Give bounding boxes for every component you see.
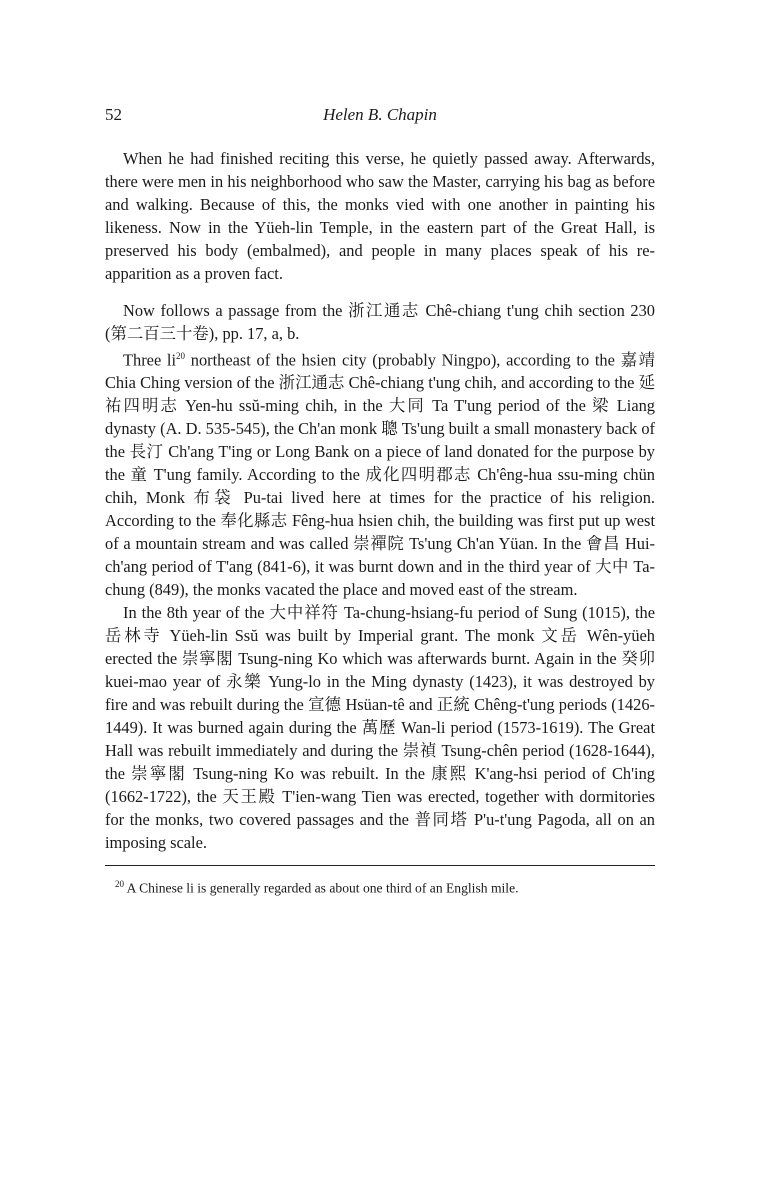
paragraph-2: Now follows a passage from the 浙江通志 Chê-chiang t'ung chih section 230 (第二百三十卷), pp. 17, a, b. [105,301,655,343]
running-head: Helen B. Chapin [323,105,437,124]
footnote-text: A Chinese li is generally regarded as about one third of an English mile. [124,881,519,896]
paragraph-3-rest: northeast of the hsien city (probably Ningpo), according to the 嘉靖 Chia Ching version of the 浙江通志 Chê-chiang t'ung chih, and according to the 延祐四明志 Yen-hu ssŭ-ming chih, in the 大同 Ta T'ung period of the 梁 Liang dynasty (A. D. 535-545), the Ch'an monk 聰 Ts'ung built a small monastery back of the 長汀 Ch'ang T'ing or Long Bank on a piece of land donated for the purpose by the 童 T'ung family. According to the 成化四明郡志 Ch'êng-hua ssu-ming chün chih, Monk 布袋 Pu-tai lived here at times for the practice of his religion. According to the 奉化縣志 Fêng-hua hsien chih, the building was first put up west of a mountain stream and was called 崇禪院 Ts'ung Ch'an Yüan. In the 會昌 Hui-ch'ang period of T'ang (841-6), it was burnt down and in the third year of 大中 Ta-chung (849), the monks vacated the place and moved east of the stream. [105,350,656,600]
page-header [105,100,655,130]
paragraph-3-start: Three li [123,350,177,370]
footnote-rule [105,865,655,866]
footnote-number: 20 [115,879,124,890]
footnote-marker: 20 [176,351,186,361]
paragraph-3 [105,345,655,601]
paragraph-4: In the 8th year of the 大中祥符 Ta-chung-hsiang-fu period of Sung (1015), the 岳林寺 Yüeh-lin Ssŭ was built by Imperial grant. The monk 文岳 Wên-yüeh erected the 崇寧閣 Tsung-ning Ko which was afterwards burnt. Again in the 癸卯 kuei-mao year of 永樂 Yung-lo in the Ming dynasty (1423), it was destroyed by fire and was rebuilt during the 宣德 Hsüan-tê and 正統 Chêng-t'ung periods (1426-1449). It was burned again during the 萬歷 Wan-li period (1573-1619). The Great Hall was rebuilt immediately and during the 崇禎 Tsung-chên period (1628-1644), the 崇寧閣 Tsung-ning Ko was rebuilt. In the 康熙 K'ang-hsi period of Ch'ing (1662-1722), the 天王殿 T'ien-wang Tien was erected, together with dormitories for the monks, two covered passages and the 普同塔 P'u-t'ung Pagoda, all on an imposing scale. [105,603,655,853]
page [105,100,655,899]
page-number: 52 [105,105,122,124]
footnote [105,874,655,899]
paragraph-1: When he had finished reciting this verse, he quietly passed away. Afterwards, there were men in his neighborhood who saw the Master, carrying his bag as before and walking. Because of this, the monks vied with one another in painting his likeness. Now in the Yüeh-lin Temple, in the eastern part of the Great Hall, is preserved his body (embalmed), and people in many places speak of his re-apparition as a proven fact. [105,149,655,283]
